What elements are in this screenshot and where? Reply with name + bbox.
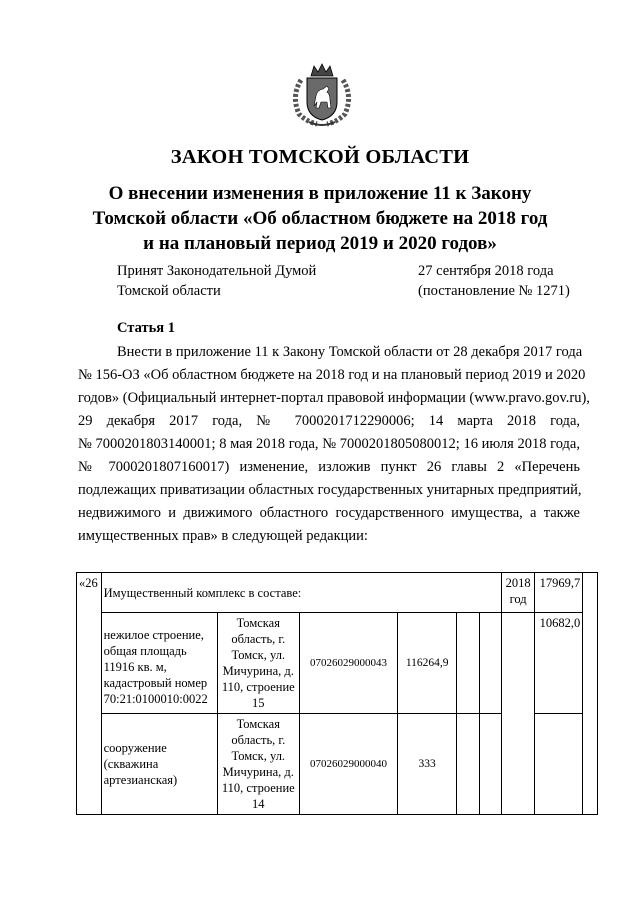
item-name-cell: сооружение (скважина артезианская) [101,714,217,815]
item-price-cell: 10682,0 [535,613,583,714]
law-title: ЗАКОН ТОМСКОЙ ОБЛАСТИ [170,146,470,168]
article-heading: Статья 1 [117,320,175,336]
subtitle-line: Томской области «Об областном бюджете на 2018 год [92,208,548,229]
article-line: Внести в приложение 11 к Закону Томской области от 28 декабря 2017 года [117,344,583,360]
adopted-by [117,261,316,301]
table-row [77,573,598,613]
adopted-by-line: Принят Законодательной Думой [117,263,317,279]
item-address-cell: Томская область, г. Томск, ул. Мичурина, д. 110, строение 15 [217,613,299,714]
article-line: № 156-ОЗ «Об областном бюджете на 2018 год и на плановый период 2019 и 2020 [78,367,586,383]
article-line: годов» (Официальный интернет-портал правовой информации (www.pravo.gov.ru), [78,390,590,406]
adopted-by-line: Томской области [117,283,221,299]
item-cadastral-cell: 07026029000040 [300,714,398,815]
item-value-cell: 116264,9 [397,613,457,714]
complex-label-cell: Имущественный комплекс в составе: [101,573,501,613]
empty-cell [501,613,534,815]
law-subtitle [60,181,580,256]
empty-cell [583,573,598,815]
item-name-cell: нежилое строение, общая площадь 11916 кв. м, кадастровый номер 70:21:0100010:0022 [101,613,217,714]
empty-cell [457,613,480,714]
item-value-cell: 333 [397,714,457,815]
adopted-date-line: (постановление № 1271) [418,283,570,299]
subtitle-line: О внесении изменения в приложение 11 к Закону [108,183,532,204]
total-price-cell: 17969,7 [535,573,583,613]
item-price-cell [535,714,583,815]
article-line: недвижимого и движимого областного государственного имущества, а также [78,505,580,521]
article-line: № 7000201803140001; 8 мая 2018 года, № 7000201805080012; 16 июля 2018 года, [78,436,580,452]
property-table [76,572,598,815]
adopted-date-line: 27 сентября 2018 года [418,263,554,279]
article-line: подлежащих приватизации областных государственных унитарных предприятий, [78,482,582,498]
subtitle-line: и на плановый период 2019 и 2020 годов» [143,233,497,254]
article-line: 29 декабря 2017 года, № 7000201712290006; 14 марта 2018 года, [78,413,580,429]
item-address-cell: Томская область, г. Томск, ул. Мичурина, д. 110, строение 14 [217,714,299,815]
table-row [77,613,598,714]
article-line: имущественных прав» в следующей редакции: [78,528,368,544]
tomsk-coat-of-arms-icon [287,62,357,128]
adopted-date [418,261,570,301]
year-cell: 2018 год [501,573,534,613]
row-number-cell: «26 [77,573,102,815]
empty-cell [480,613,502,714]
empty-cell [480,714,502,815]
empty-cell [457,714,480,815]
article-text [78,341,590,548]
item-cadastral-cell: 07026029000043 [300,613,398,714]
article-line: № 7000201807160017) изменение, изложив пункт 26 главы 2 «Перечень [78,459,580,475]
